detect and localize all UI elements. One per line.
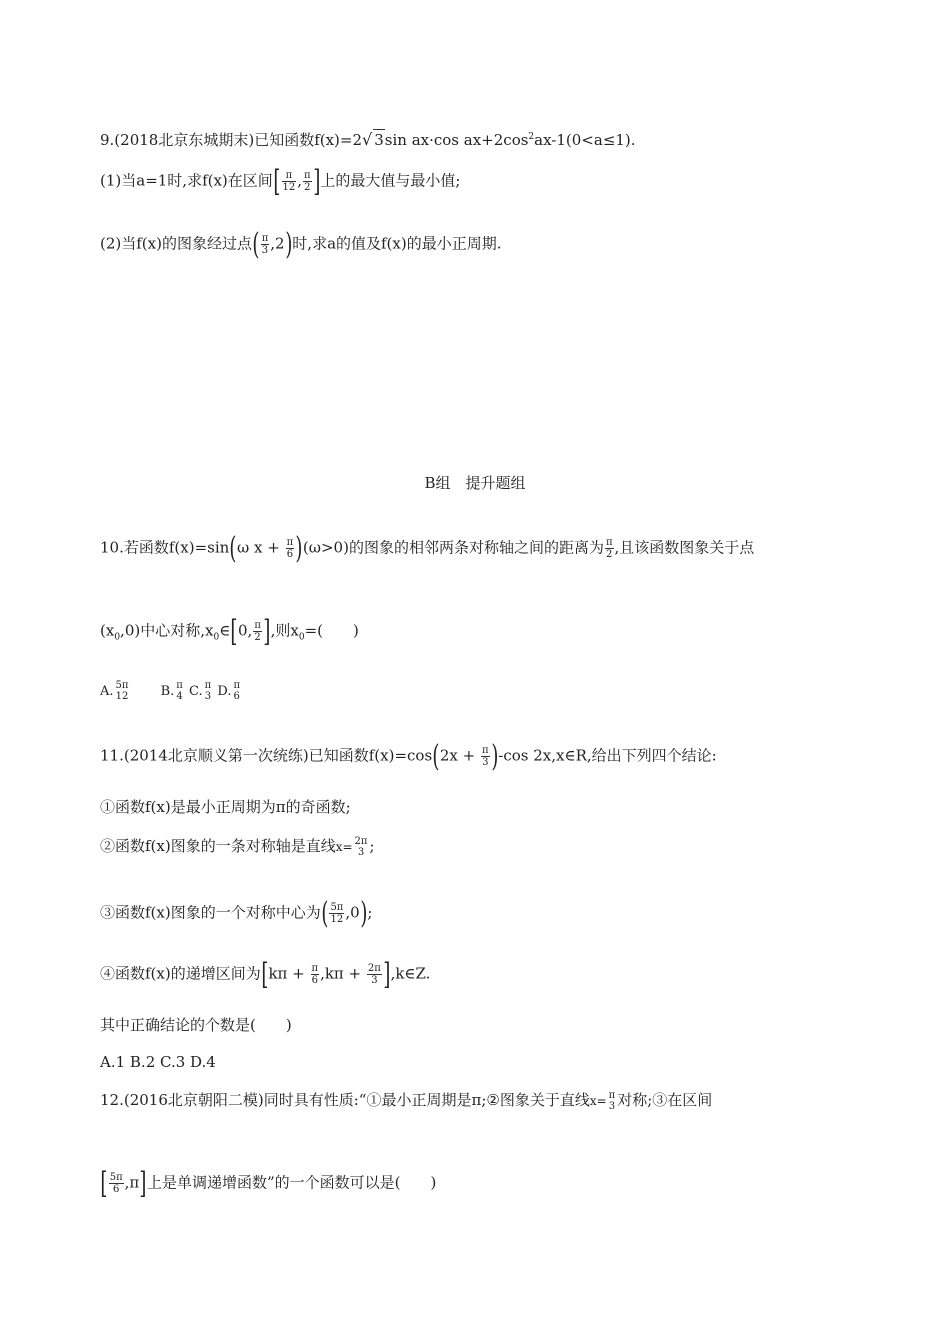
q9-stem: 9.(2018北京东城期末)已知函数f(x)=2√ 3sin ax·cos $ax+2\cos^2ax-1(0<a\le 1)$. xyxy=(100,130,636,149)
q10-option-b[interactable]: B. π 4 xyxy=(160,680,183,702)
q9-p2-post: 时,求a的值及f(x)的最小正周期. xyxy=(292,234,502,253)
q10-option-d[interactable]: D. π 6 xyxy=(217,680,241,702)
q10-line2: $(x_0,0)$中心对称$,x_0\in[0$, $\frac{\pi}{2}$ ],则$x_0=$( ) xyxy=(100,613,359,649)
section-b-heading: B组 提升题组 xyxy=(424,474,526,492)
frac-pi-6-q11: $\frac{\pi}{6}$ xyxy=(311,963,319,986)
q9-intro: 9.(2018北京东城期末)已知函数f(x)=2 xyxy=(100,131,363,149)
q10-mid: (ω>0)的图象的相邻两条对称轴之间的距离为 xyxy=(302,538,604,557)
q10-option-a[interactable]: A. 5π 12 xyxy=(100,680,129,702)
q10-options xyxy=(100,680,242,702)
frac-pi-2: $\frac{\pi}{2}$ xyxy=(304,170,311,193)
q11-stem: 11.(2014北京顺义第一次统练)已知函数f(x)=cos(2x + $\frac{\pi}{3}$ )-cos 2x,x∈R,给出下列四个结论: xyxy=(100,738,717,774)
q12-stem: 12.(2016北京朝阳二模)同时具有性质:“①最小正周期是π;②图象关于直线x= π 3 对称;③在区间 xyxy=(100,1090,713,1112)
frac-5pi-6: $\frac{5\pi}{6}$ xyxy=(109,1172,123,1195)
q10-post: ,且该函数图象关于点 xyxy=(614,538,755,557)
q9-mid: sin ax·cos ax+2cos xyxy=(384,131,529,149)
q9-part2: (2)当f(x)的图象经过点( $\frac{\pi}{3}$ ,2)时,求a的值及f(x)的最小正周期. xyxy=(100,226,502,262)
frac-pi-6: $\frac{\pi}{6}$ xyxy=(286,537,294,560)
sqrt-3: 3 xyxy=(374,131,384,149)
q11-options: A.1 B.2 C.3 D.4 xyxy=(100,1053,216,1071)
q11-post: -cos 2x,x∈R,给出下列四个结论: xyxy=(498,746,717,765)
frac-pi-2-interval: $\frac{\pi}{2}$ xyxy=(254,620,261,643)
q9-tail: ax-1(0<a≤1). xyxy=(534,131,636,149)
q11-conclusion-2: ②函数f(x)图象的一条对称轴是直线x= 2π 3 ; xyxy=(100,836,375,858)
frac-pi-3-q12: π 3 xyxy=(608,1090,616,1112)
q10-pre: 10.若函数f(x)=sin xyxy=(100,538,230,557)
q11-conclusion-3: ③函数f(x)图象的一个对称中心为( $\frac{5\pi}{12}$ ,0); xyxy=(100,895,373,931)
q10-stem: 10.若函数f(x)=sin(ω x + $\frac{\pi}{6}$ )(ω>0)的图象的相邻两条对称轴之间的距离为 $\frac{\pi}{2}$ ,且该函数图象关于点 xyxy=(100,530,755,566)
q9-sup: 2 xyxy=(528,132,535,142)
frac-5pi-12: $\frac{5\pi}{12}$ xyxy=(330,902,344,925)
frac-pi-2-distance: $\frac{\pi}{2}$ xyxy=(605,537,613,560)
q11-conclusion-4: ④函数f(x)的递增区间为[kπ + $\frac{\pi}{6}$ ,kπ + $\frac{2\pi}{3}$ ],k∈Z. xyxy=(100,956,431,992)
frac-2pi-3: 2π 3 xyxy=(354,836,368,858)
q9-p1-text: (1)当a=1时,求f(x)在区间 xyxy=(100,171,273,190)
frac-2pi-3-q11: $\frac{2\pi}{3}$ xyxy=(367,963,381,986)
q11-conclusion-1: ①函数f(x)是最小正周期为π的奇函数; xyxy=(100,798,351,816)
q9-p2-text: (2)当f(x)的图象经过点 xyxy=(100,234,252,253)
q12-pre: 12.(2016北京朝阳二模)同时具有性质:“①最小正周期是π;②图象关于直线 xyxy=(100,1091,590,1109)
frac-pi-3-q11: $\frac{\pi}{3}$ xyxy=(481,745,489,768)
q11-question: 其中正确结论的个数是( ) xyxy=(100,1016,292,1034)
q12-line2: [ $\frac{5\pi}{6}$ ,π]上是单调递增函数”的一个函数可以是( ) xyxy=(100,1165,437,1201)
q11-pre: 11.(2014北京顺义第一次统练)已知函数f(x)=cos xyxy=(100,746,433,765)
frac-pi-3: $\frac{\pi}{3}$ xyxy=(261,233,269,256)
q9-part1: (1)当a=1时,求f(x)在区间[ $\frac{\pi}{12}$ , $\frac{\pi}{2}$ ]上的最大值与最小值; xyxy=(100,163,461,199)
frac-pi-12: $\frac{\pi}{12}$ xyxy=(282,170,296,193)
q9-p1-post: 上的最大值与最小值; xyxy=(320,171,461,190)
q10-option-c[interactable]: C. π 3 xyxy=(189,680,212,702)
